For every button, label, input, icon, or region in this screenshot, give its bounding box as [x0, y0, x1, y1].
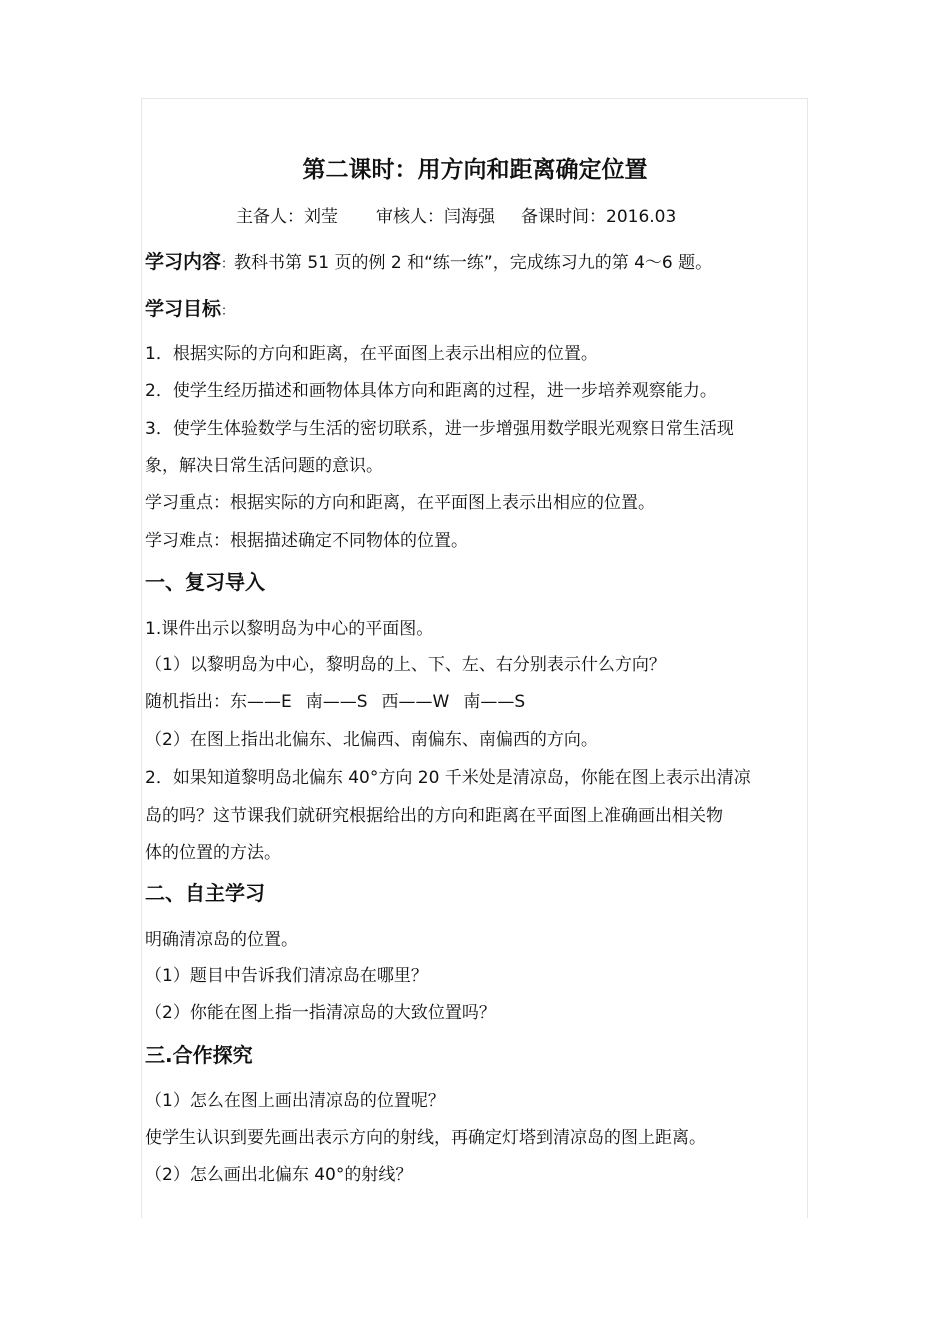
key-point: 学习重点：根据实际的方向和距离，在平面图上表示出相应的位置。 — [145, 493, 655, 513]
direction-south-2: 南——S — [463, 692, 526, 712]
objective-item: 3．使学生体验数学与生活的密切联系，进一步增强用数学眼光观察日常生活现 — [145, 419, 734, 439]
prep-time: 备课时间：2016.03 — [521, 207, 677, 227]
learning-objectives — [145, 299, 234, 322]
cooperation-line: 使学生认识到要先画出表示方向的射线，再确定灯塔到清凉岛的图上距离。 — [145, 1128, 706, 1148]
direction-prefix: 随机指出： — [145, 692, 230, 712]
review-line: 岛的吗？这节课我们就研究根据给出的方向和距离在平面图上准确画出相关物 — [145, 806, 723, 826]
direction-list — [145, 692, 525, 712]
learning-content — [145, 252, 712, 275]
self-study-line: （2）你能在图上指一指清凉岛的大致位置吗？ — [145, 1003, 496, 1023]
learning-content-colon: ： — [221, 257, 235, 272]
objective-item: 2．使学生经历描述和画物体具体方向和距离的过程，进一步培养观察能力。 — [145, 381, 717, 401]
preparer: 主备人：刘莹 — [236, 207, 338, 227]
direction-west: 西——W — [381, 692, 450, 712]
learning-content-label: 学习内容 — [145, 251, 222, 273]
learning-objectives-label: 学习目标 — [145, 298, 222, 320]
learning-content-text: 教科书第 51 页的例 2 和“练一练”，完成练习九的第 4～6 题。 — [234, 253, 713, 273]
direction-south: 南——S — [305, 692, 368, 712]
objective-item: 1．根据实际的方向和距离，在平面图上表示出相应的位置。 — [145, 344, 598, 364]
review-line: （2）在图上指出北偏东、北偏西、南偏东、南偏西的方向。 — [145, 730, 598, 750]
reviewer: 审核人：闫海强 — [376, 207, 495, 227]
self-study-line: 明确清凉岛的位置。 — [145, 930, 298, 950]
review-line: 体的位置的方法。 — [145, 843, 281, 863]
direction-east: 东——E — [230, 692, 292, 712]
review-line: 2．如果知道黎明岛北偏东 40°方向 20 千米处是清凉岛，你能在图上表示出清凉 — [145, 768, 751, 788]
review-line: 1.课件出示以黎明岛为中心的平面图。 — [145, 619, 434, 639]
page-title: 第二课时：用方向和距离确定位置 — [302, 157, 648, 183]
learning-objectives-colon: ： — [221, 304, 235, 319]
cooperation-line: （1）怎么在图上画出清凉岛的位置呢？ — [145, 1091, 445, 1111]
cooperation-line: （2）怎么画出北偏东 40°的射线？ — [145, 1165, 413, 1185]
section-heading-review: 一、复习导入 — [145, 570, 265, 594]
difficulty: 学习难点：根据描述确定不同物体的位置。 — [145, 531, 468, 551]
objective-item: 象，解决日常生活问题的意识。 — [145, 456, 383, 476]
section-heading-self-study: 二、自主学习 — [145, 881, 265, 905]
self-study-line: （1）题目中告诉我们清凉岛在哪里？ — [145, 966, 428, 986]
section-heading-cooperation: 三.合作探究 — [145, 1043, 253, 1067]
author-info — [236, 207, 676, 227]
review-line: （1）以黎明岛为中心，黎明岛的上、下、左、右分别表示什么方向？ — [145, 655, 666, 675]
